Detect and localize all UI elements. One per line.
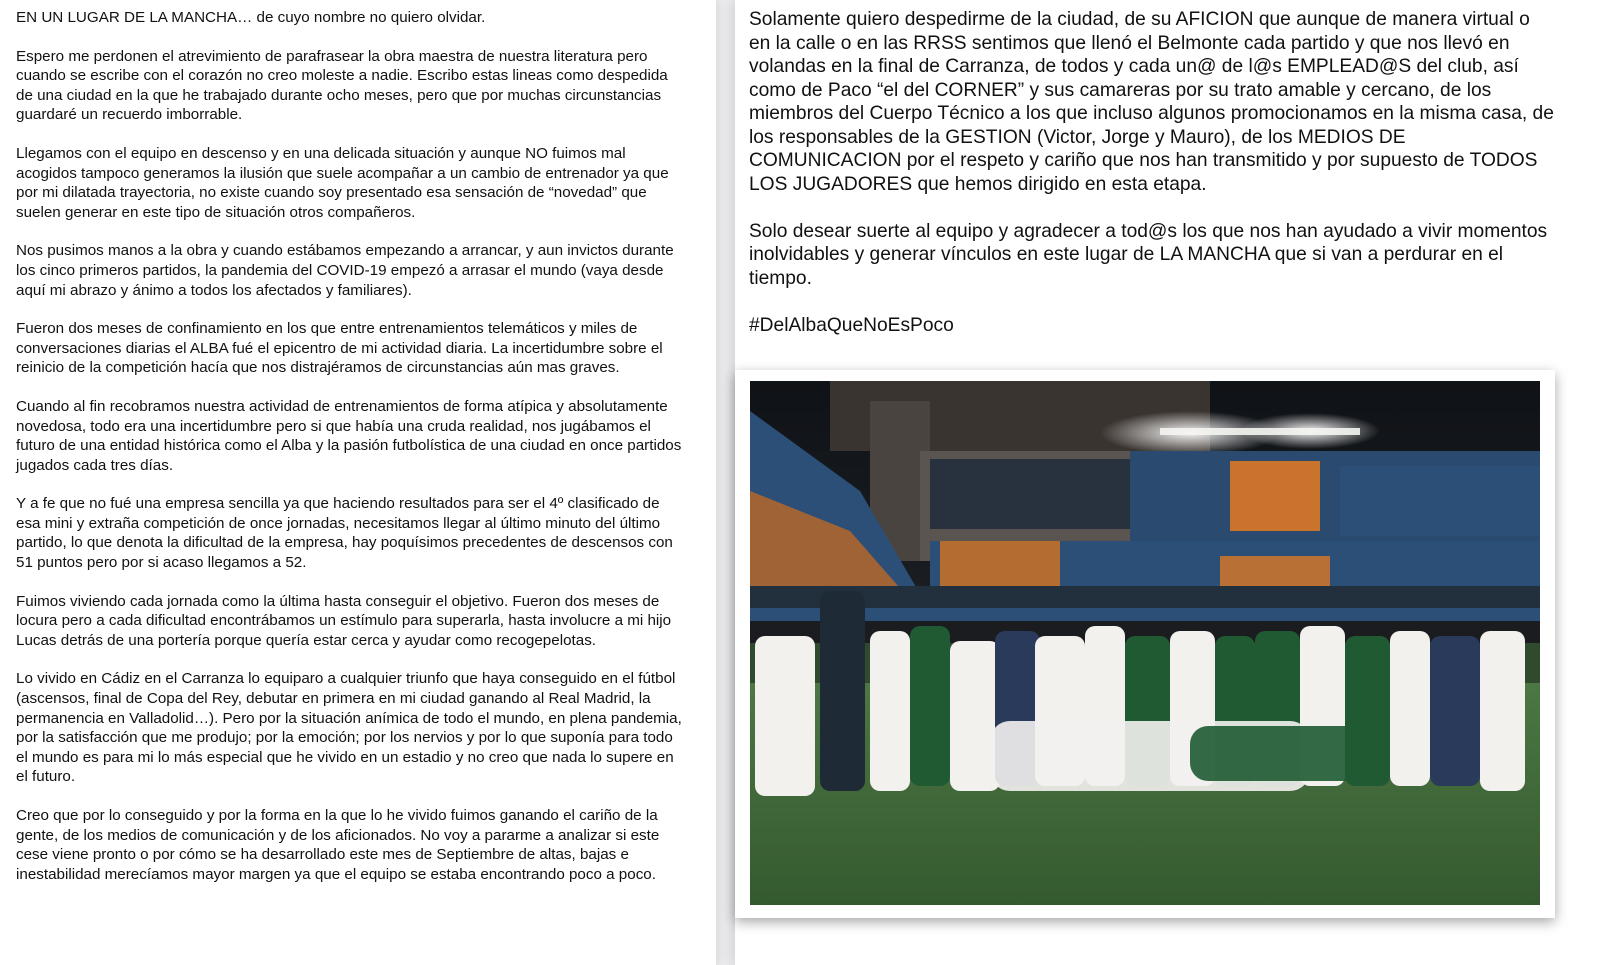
paragraph: Solo desear suerte al equipo y agradecer a tod@s los que nos han ayudado a vivir momentos inolvidables y generar vínculos en este lugar de LA MANCHA que si van a perdurar en el tiempo. xyxy=(749,220,1548,289)
left-page-text xyxy=(16,8,688,903)
hashtag: #DelAlbaQueNoEsPoco xyxy=(749,314,954,336)
team-photo-illustration xyxy=(750,381,1540,905)
right-page xyxy=(735,0,1600,965)
paragraph: Cuando al fin recobramos nuestra actividad de entrenamientos de forma atípica y absolutamente novedosa, todo era una incertidumbre pero si que había una cruda realidad, nos jugábamos el futuro de una entidad histórica como el Alba y la pasión futbolística de una ciudad en once partidos jugados cada tres días. xyxy=(16,397,682,474)
paragraph: Fueron dos meses de confinamiento en los que entre entrenamientos telemáticos y miles de conversaciones diarias el ALBA fué el epicentro de mi actividad diaria. La incertidumbre sobre el reinicio de la competición hacía que nos distrajéramos de circunstancias aún mas graves. xyxy=(16,320,663,377)
paragraph: Solamente quiero despedirme de la ciudad, de su AFICION que aunque de manera virtual o en la calle o en las RRSS sentimos que llenó el Belmonte cada partido y que nos llevó en volandas en la final de Carranza, de todos y cada un@ de l@s EMPLEAD@S del club, así como de Paco “el del CORNER” y sus camareras por su trato amable y cercano, de los miembros del Cuerpo Técnico a los que incluso algunos promocionamos en la misma casa, de los responsables de la GESTION (Victor, Jorge y Mauro), de los MEDIOS DE COMUNICACION por el respeto y cariño que nos han transmitido y por supuesto de TODOS LOS JUGADORES que hemos dirigido en esta etapa. xyxy=(749,9,1554,195)
paragraph: Y a fe que no fué una empresa sencilla ya que haciendo resultados para ser el 4º clasificado de esa mini y extraña competición de once jornadas, necesitamos llegar al último minuto del último partido, lo que denota la dificultad de la empresa, hay poquísimos precedentes de descensos con 51 puntos pero por si acaso llegamos a 52. xyxy=(16,495,673,572)
team-photo xyxy=(750,381,1540,905)
paragraph: Fuimos viviendo cada jornada como la última hasta conseguir el objetivo. Fueron dos meses de locura pero a cada dificultad encontrábamos un estímulo para superarla, hasta involucre a mi hijo Lucas detrás de una portería porque quería estar cerca y ayudar como recogepelotas. xyxy=(16,592,672,649)
paragraph: Lo vivido en Cádiz en el Carranza lo equiparo a cualquier triunfo que haya conseguido en el fútbol (ascensos, final de Copa del Rey, debutar en primera en mi ciudad ganando al Real Madrid, la permanencia en Valladolid…). Pero por la situación anímica de todo el mundo, en plena pandemia, por la satisfacción que me produjo; por la emoción; por los nervios y por lo que suponía para todo el mundo es para mi lo más especial que he vivido en un estadio y no creo que nada lo supere en el futuro. xyxy=(16,670,682,786)
right-page-text xyxy=(749,8,1554,361)
paragraph: Nos pusimos manos a la obra y cuando estábamos empezando a arrancar, y aun invictos durante los cinco primeros partidos, la pandemia del COVID-19 empezó a arrasar el mundo (vaya desde aquí mi abrazo y ánimo a todos los afectados y familiares). xyxy=(16,242,674,299)
paragraph: Llegamos con el equipo en descenso y en una delicada situación y aunque NO fuimos mal acogidos tampoco generamos la ilusión que suele acompañar a un cambio de entrenador ya que por mi dilatada trayectoria, no existe cuando soy presentado esa sensación de “novedad” que suelen generar en este tipo de situación otros compañeros. xyxy=(16,144,669,221)
left-page xyxy=(0,0,716,965)
paragraph: Espero me perdonen el atrevimiento de parafrasear la obra maestra de nuestra literatura pero cuando se escribe con el corazón no creo moleste a nadie. Escribo estas lineas como despedida de una ciudad en la que he trabajado durante ocho meses, pero que por muchas circunstancias guardaré un recuerdo imborrable. xyxy=(16,47,668,124)
paragraph: Creo que por lo conseguido y por la forma en la que lo he vivido fuimos ganando el cariño de la gente, de los medios de comunicación y de los aficionados. No voy a pararme a analizar si este cese viene pronto o por cómo se ha desarrollado este mes de Septiembre de altas, bajas e inestabilidad merecíamos mayor margen ya que el equipo se estaba encontrando poco a poco. xyxy=(16,807,660,883)
photo-frame xyxy=(735,370,1555,918)
paragraph: EN UN LUGAR DE LA MANCHA… de cuyo nombre no quiero olvidar. xyxy=(16,9,486,26)
